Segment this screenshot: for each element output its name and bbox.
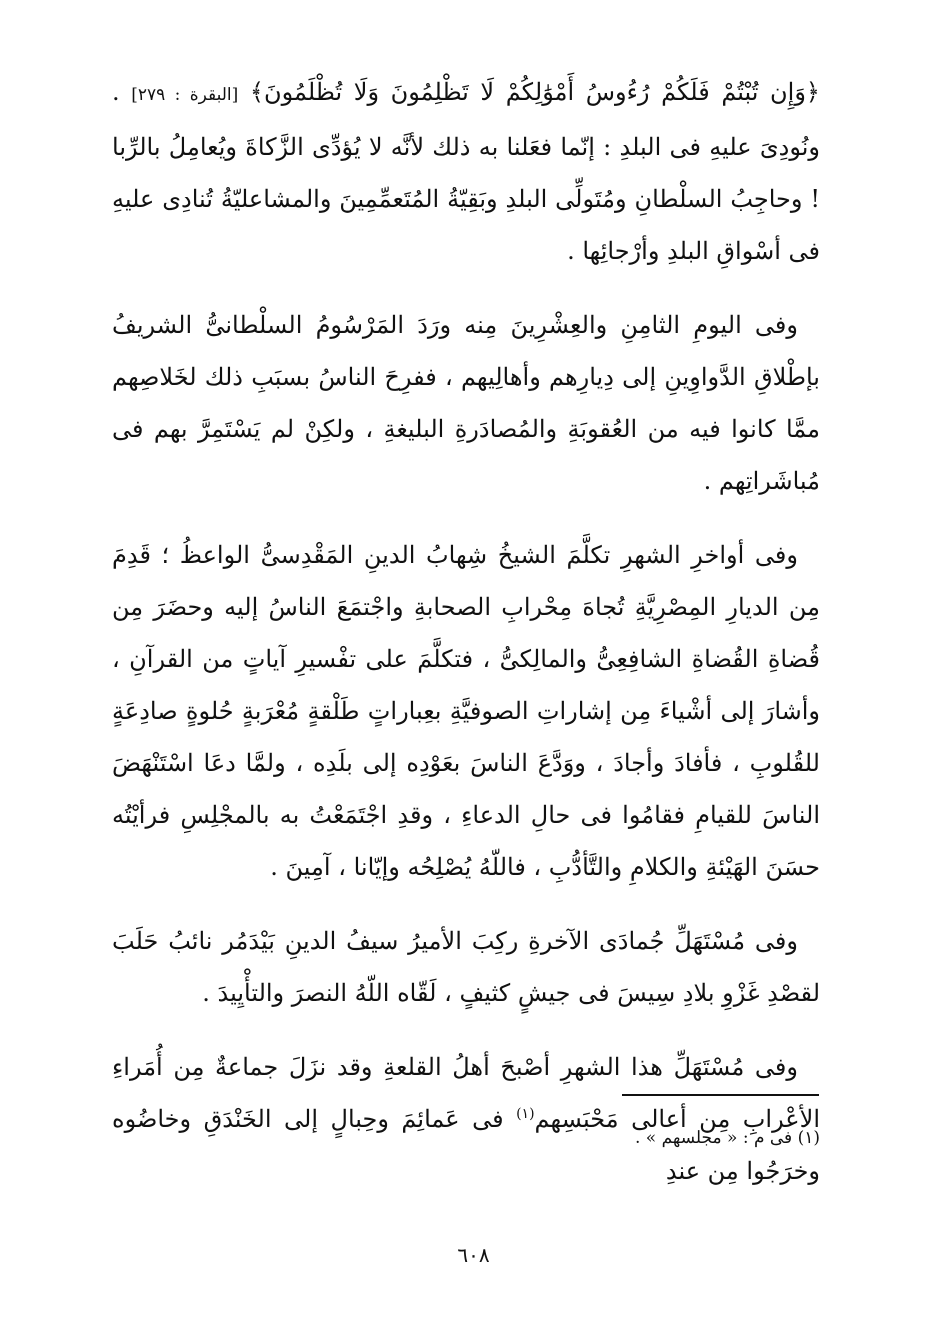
paragraph-1: [112, 66, 820, 277]
verse-citation: [البقرة : ٢٧٩]: [131, 85, 239, 105]
paragraph-2: وفى اليومِ الثامِنِ والعِشْرِينَ مِنه ورَدَ المَرْسُومُ السلْطانىُّ الشريفُ بإطْلاقِ الدَّواوِينِ إلى دِيارِهم وأهالِيهم ، ففرِحَ الناسُ بسبَبِ ذلك لخَلاصِهم ممَّا كانوا فيه من العُقوبَةِ والمُصادَرةِ البليغةِ ، ولكِنْ لم يَسْتَمِرَّ بهم فى مُباشَراتِهم .: [112, 311, 820, 495]
footnote: (١) فى م : « مجلسهم » .: [634, 1128, 820, 1148]
footnote-reference: (١): [516, 1106, 535, 1122]
quran-verse: ﴿وَإِن تُبْتُمْ فَلَكُمْ رُءُوسُ أَمْوَٰلِكُمْ لَا تَظْلِمُونَ وَلَا تُظْلَمُونَ﴾: [249, 78, 820, 106]
paragraph-3: وفى أواخرِ الشهرِ تكلَّمَ الشيخُ شِهابُ الدينِ المَقْدِسىُّ الواعظُ ؛ قَدِمَ مِن الديارِ المِصْرِيَّةِ تُجاهَ مِحْرابِ الصحابةِ واجْتمَعَ الناسُ إليه وحضَرَ مِن قُضاةِ القُضاةِ الشافِعِىُّ والمالِكىُّ ، فتكلَّمَ على تفْسيرِ آياتٍ من القرآنِ ، وأشارَ إلى أشْياءَ مِن إشاراتِ الصوفيَّةِ بعِباراتٍ طَلْقةٍ مُعْرَبةٍ حُلوةٍ صادِعَةٍ للقُلوبِ ، فأفادَ وأجادَ ، ووَدَّعَ الناسَ بعَوْدِه إلى بلَدِه ، ولمَّا دعَا اسْتَنْهَضَ الناسَ للقيامِ فقامُوا فى حالِ الدعاءِ ، وقدِ اجْتَمَعْتُ به بالمجْلِسِ فرأيْتُه حسَنَ الهَيْئةِ والكلامِ والتَّأدُّبِ ، فاللّهُ يُصْلِحُه وإيّانا ، آمِينَ .: [112, 541, 820, 881]
paragraph-4: وفى مُسْتَهَلِّ جُمادَى الآخرةِ ركِبَ الأميرُ سيفُ الدينِ بَيْدَمُر نائبُ حَلَبَ لقصْدِ غَزْوِ بلادِ سِيسَ فى جيشٍ كثيفٍ ، لَقّاه اللّهُ النصرَ والتأْيِيدَ .: [112, 927, 820, 1007]
main-text: [112, 66, 820, 1219]
footnote-separator: [622, 1094, 819, 1096]
paragraph-5-text-start: وفى مُسْتَهَلِّ هذا الشهرِ أصْبحَ أهلُ القلعةِ وقد نزَلَ جماعةٌ مِن أُمَراءِ الأعْرابِ مِن أعالى مَحْبَسِهم: [112, 1053, 820, 1133]
paragraph-5-text-end: فى عَمائِمَ وحِبالٍ إلى الخَنْدَقِ وخاضُوه وخرَجُوا مِن عندِ: [112, 1105, 820, 1185]
paragraph-1-text: . ونُودِىَ عليهِ فى البلدِ : إنّما فعَلنا به ذلك لأنَّه لا يُؤدِّى الزَّكاةَ ويُعامِلُ بالرِّبا ! وحاجِبُ السلْطانِ ومُتَولِّى البلدِ وبَقِيّةُ المُتَعمِّمِينَ والمشاعليّةُ تُنادِى عليهِ فى أسْواقِ البلدِ وأرْجائِها .: [112, 78, 820, 265]
paragraph-5: [112, 1041, 820, 1197]
page-number: ٦٠٨: [457, 1243, 490, 1267]
